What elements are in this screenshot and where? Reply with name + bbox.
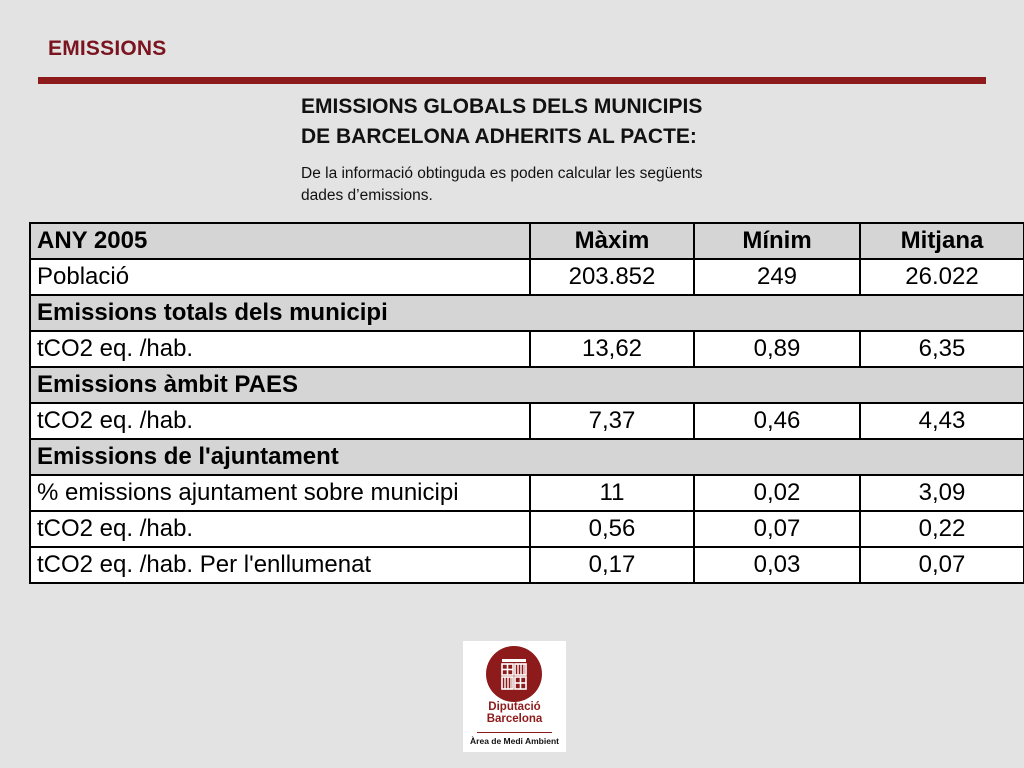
logo-name-line-2: Barcelona <box>486 713 543 725</box>
logo-name-line-1: Diputació <box>488 701 541 713</box>
red-divider <box>38 77 986 84</box>
intro-text <box>301 163 821 207</box>
value-max: 0,17 <box>530 547 694 583</box>
header-cell-min: Mínim <box>694 223 860 259</box>
header-cell-mean: Mitjana <box>860 223 1024 259</box>
group-header-ajuntament <box>30 439 1024 475</box>
logo-area: Àrea de Medi Ambient <box>470 736 559 746</box>
value-max: 11 <box>530 475 694 511</box>
value-min: 0,03 <box>694 547 860 583</box>
table-row-total <box>30 331 1024 367</box>
table-row-paes <box>30 403 1024 439</box>
intro-line-1: De la informació obtinguda es poden calcular les següents <box>301 165 703 182</box>
row-label: tCO2 eq. /hab. <box>30 331 530 367</box>
emissions-table <box>29 222 1024 584</box>
table-row-poblacio <box>30 259 1024 295</box>
section-title: EMISSIONS <box>48 37 167 60</box>
row-label: tCO2 eq. /hab. <box>30 403 530 439</box>
group-label: Emissions àmbit PAES <box>30 367 1024 403</box>
coat-of-arms-icon <box>485 645 543 703</box>
table-row-percent <box>30 475 1024 511</box>
value-min: 0,07 <box>694 511 860 547</box>
row-label: Població <box>30 259 530 295</box>
row-label: % emissions ajuntament sobre municipi <box>30 475 530 511</box>
logo-name <box>463 701 566 725</box>
header-cell-year: ANY 2005 <box>30 223 530 259</box>
value-min: 0,46 <box>694 403 860 439</box>
group-header-paes <box>30 367 1024 403</box>
value-min: 0,02 <box>694 475 860 511</box>
diputacio-logo <box>463 641 566 752</box>
value-mean: 4,43 <box>860 403 1024 439</box>
page-subtitle <box>301 92 861 152</box>
value-max: 7,37 <box>530 403 694 439</box>
logo-divider <box>477 732 552 733</box>
value-max: 203.852 <box>530 259 694 295</box>
value-mean: 0,07 <box>860 547 1024 583</box>
group-label: Emissions de l'ajuntament <box>30 439 1024 475</box>
value-max: 13,62 <box>530 331 694 367</box>
value-max: 0,56 <box>530 511 694 547</box>
value-mean: 26.022 <box>860 259 1024 295</box>
value-mean: 6,35 <box>860 331 1024 367</box>
row-label: tCO2 eq. /hab. <box>30 511 530 547</box>
table-header-row <box>30 223 1024 259</box>
table-row-enllumenat <box>30 547 1024 583</box>
subtitle-line-1: EMISSIONS GLOBALS DELS MUNICIPIS <box>301 95 703 118</box>
value-mean: 3,09 <box>860 475 1024 511</box>
table-row-ajuntament <box>30 511 1024 547</box>
header-cell-max: Màxim <box>530 223 694 259</box>
value-min: 0,89 <box>694 331 860 367</box>
value-min: 249 <box>694 259 860 295</box>
value-mean: 0,22 <box>860 511 1024 547</box>
row-label: tCO2 eq. /hab. Per l'enllumenat <box>30 547 530 583</box>
group-header-total <box>30 295 1024 331</box>
intro-line-2: dades d’emissions. <box>301 187 433 204</box>
group-label: Emissions totals dels municipi <box>30 295 1024 331</box>
subtitle-line-2: DE BARCELONA ADHERITS AL PACTE: <box>301 125 697 148</box>
